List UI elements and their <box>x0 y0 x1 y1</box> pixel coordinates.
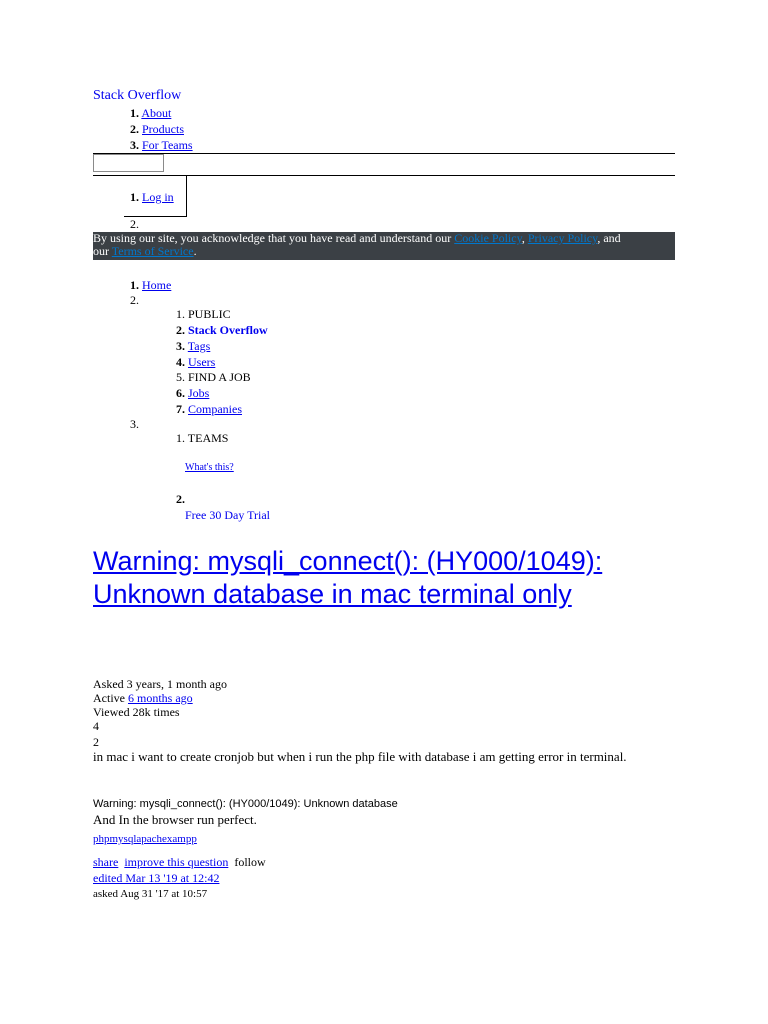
asked-date: asked Aug 31 '17 at 10:57 <box>93 888 208 900</box>
question-body-text-2: And In the browser run perfect. <box>93 812 257 827</box>
nav-item-2 <box>93 292 139 308</box>
follow-button[interactable]: follow <box>234 855 266 869</box>
asked-info: Asked 3 years, 1 month ago <box>93 677 227 691</box>
list-number: 2. <box>130 293 139 307</box>
privacy-policy-link[interactable]: Privacy Policy <box>527 231 598 245</box>
companies-link[interactable]: Companies <box>188 402 242 416</box>
list-number: 3. <box>130 417 139 431</box>
user-nav-item-2 <box>93 216 139 232</box>
user-nav-item-login <box>93 189 174 205</box>
cookie-policy-link[interactable]: Cookie Policy <box>454 231 522 245</box>
vote-count: 4 <box>93 719 99 733</box>
about-link[interactable]: About <box>141 106 172 120</box>
cookie-notice <box>93 232 675 260</box>
search-input[interactable] <box>93 154 164 172</box>
list-number: 6. <box>176 386 185 400</box>
free-trial-link[interactable]: Free 30 Day Trial <box>185 508 270 522</box>
terms-of-service-link[interactable]: Terms of Service <box>111 244 194 258</box>
list-number: 3. <box>176 339 185 353</box>
top-nav <box>93 105 193 153</box>
nav-item-about <box>93 105 193 121</box>
nav-item-stack-overflow <box>139 322 268 338</box>
find-a-job-heading: FIND A JOB <box>188 370 251 384</box>
active-label: Active <box>93 691 128 705</box>
site-brand-link[interactable]: Stack Overflow <box>93 88 182 103</box>
users-link[interactable]: Users <box>188 355 216 369</box>
list-number: 4. <box>176 355 185 369</box>
cookie-separator: , and <box>597 231 621 245</box>
tags-link[interactable]: Tags <box>187 339 211 353</box>
for-teams-link[interactable]: For Teams <box>142 138 193 152</box>
nav-item-products <box>93 121 193 137</box>
question-body-text: in mac i want to create cronjob but when i run the php file with database i am getting error in terminal. <box>93 749 627 764</box>
list-number: 5. <box>176 370 185 384</box>
cookie-text: . <box>193 244 197 258</box>
nav-item-tags <box>139 338 210 354</box>
list-number: 1. <box>130 190 139 204</box>
viewed-info: Viewed 28k times <box>93 705 180 719</box>
nav-item-jobs <box>139 385 209 401</box>
nav-item-home <box>93 277 171 293</box>
question-code-block: Warning: mysqli_connect(): (HY000/1049): Unknown database <box>93 798 398 810</box>
home-link[interactable]: Home <box>142 278 172 292</box>
active-date-link[interactable]: 6 months ago <box>128 691 193 705</box>
nav-item-for-teams <box>93 137 193 153</box>
share-link[interactable]: share <box>93 855 119 869</box>
nav-item-companies <box>139 401 242 417</box>
public-heading: PUBLIC <box>188 307 231 321</box>
nav-item-trial <box>139 491 185 507</box>
nav-find-job-heading <box>139 369 251 385</box>
jobs-link[interactable]: Jobs <box>188 386 210 400</box>
list-number: 1. <box>130 106 139 120</box>
list-number: 2. <box>130 217 139 231</box>
search-bar-container <box>93 153 675 176</box>
list-number: 2. <box>176 492 185 506</box>
cookie-separator: , <box>521 231 528 245</box>
question-tags-link[interactable]: phpmysqlapachexampp <box>93 833 197 845</box>
list-number: 7. <box>176 402 185 416</box>
login-link[interactable]: Log in <box>142 190 174 204</box>
list-number: 1. <box>176 431 185 445</box>
improve-question-link[interactable]: improve this question <box>124 855 229 869</box>
products-link[interactable]: Products <box>142 122 184 136</box>
list-number: 1. <box>130 278 139 292</box>
question-title[interactable]: Warning: mysqli_connect(): (HY000/1049): Unknown database in mac terminal only <box>93 546 603 609</box>
edited-link[interactable]: edited Mar 13 '19 at 12:42 <box>93 871 220 885</box>
active-info <box>93 691 193 705</box>
list-number: 3. <box>130 138 139 152</box>
nav-public-heading <box>139 306 231 322</box>
whats-this-link[interactable]: What's this? <box>185 462 234 473</box>
cookie-text: our <box>93 244 112 258</box>
nav-teams-heading <box>139 430 228 446</box>
post-menu <box>93 855 266 869</box>
nav-item-users <box>139 354 215 370</box>
stack-overflow-link[interactable]: Stack Overflow <box>188 323 268 337</box>
cookie-text: By using our site, you acknowledge that you have read and understand our <box>93 231 455 245</box>
list-number: 2. <box>130 122 139 136</box>
list-number: 2. <box>176 323 185 337</box>
list-number: 1. <box>176 307 185 321</box>
teams-heading: TEAMS <box>187 431 229 445</box>
nav-item-3 <box>93 416 139 432</box>
bookmark-count: 2 <box>93 735 99 749</box>
divider <box>186 175 187 217</box>
